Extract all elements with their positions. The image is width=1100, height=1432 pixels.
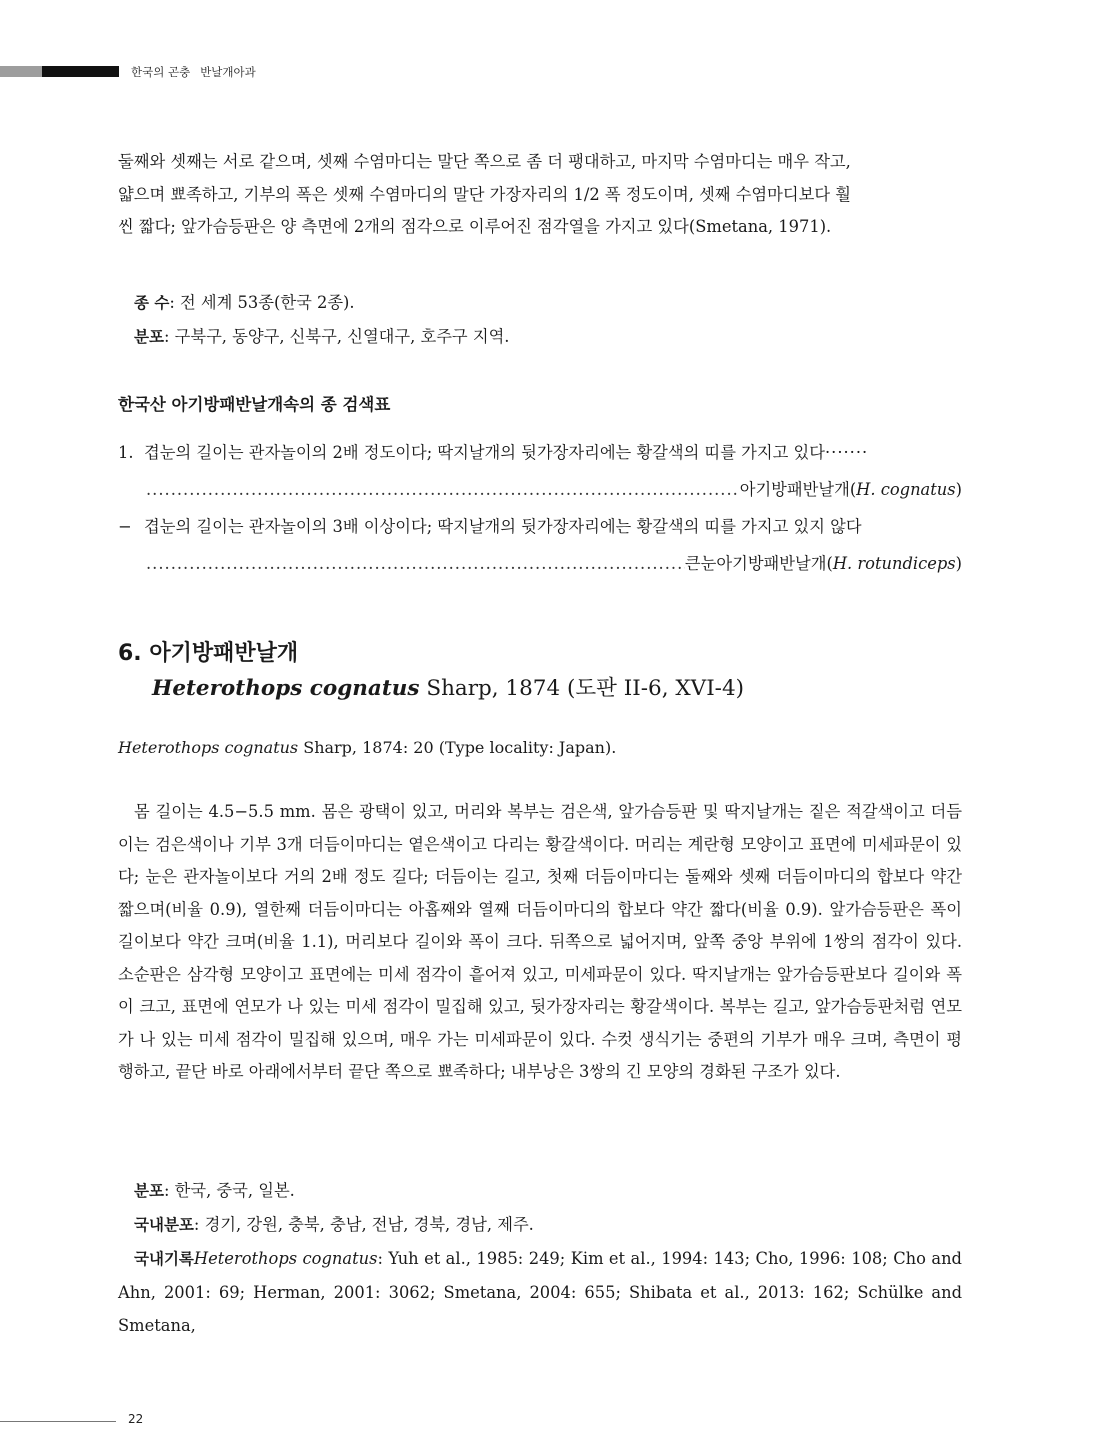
key-item-1-result-close: ) xyxy=(955,480,962,499)
synonym-line xyxy=(118,738,962,757)
species-korean-name: 아기방패반날개 xyxy=(149,641,299,666)
key-item-2-text: 겹눈의 길이는 관자놀이의 3배 이상이다; 딱지날개의 뒷가장자리에는 황갈색의 띠를 가지고 있지 않다 xyxy=(144,517,862,536)
header-book-title: 한국의 곤충 xyxy=(131,65,191,79)
species-count xyxy=(118,286,962,320)
key-item-1-text: 겹눈의 길이는 관자놀이의 2배 정도이다; 딱지날개의 뒷가장자리에는 황갈색의 띠를 가지고 있다 xyxy=(144,443,825,462)
key-item-2-result-sci: H. rotundiceps xyxy=(832,554,956,573)
key-item-1 xyxy=(118,434,962,471)
genus-distribution xyxy=(118,320,962,354)
key-item-1-number: 1. xyxy=(118,443,134,462)
species-plate: (도판 II-6, XVI-4) xyxy=(567,676,745,701)
korea-dist-value: : 경기, 강원, 충북, 충남, 전남, 경북, 경남, 제주. xyxy=(193,1215,534,1234)
header-accent-black xyxy=(42,66,119,77)
species-count-label: 종 수 xyxy=(134,294,170,312)
synonym-sci: Heterothops cognatus xyxy=(118,738,299,757)
key-item-2-result-name: 큰눈아기방패반날개( xyxy=(684,554,833,573)
key-item-2-number: − xyxy=(118,517,132,536)
korea-records-text: : Yuh et al., 1985: 249; Kim et al., 1994: 143; Cho, 1996: 108; Cho and Ahn, 2001: 69; Herman, 2001: 3062; Smetana, 2004: 655; Shibata et al., 2013: 162; Schülke and Smetana, xyxy=(118,1249,962,1335)
species-count-value: : 전 세계 53종(한국 2종). xyxy=(169,293,355,312)
species-distribution xyxy=(118,1174,962,1208)
species-heading xyxy=(118,636,962,702)
species-dist-label: 분포 xyxy=(134,1182,164,1200)
page-number: 22 xyxy=(128,1412,144,1426)
key-item-2-result-close: ) xyxy=(955,554,962,573)
key-item-1-result-name: 아기방패반날개( xyxy=(739,480,857,499)
genus-distribution-value: : 구북구, 동양구, 신북구, 신열대구, 호주구 지역. xyxy=(163,327,510,346)
intro-paragraph xyxy=(118,146,962,244)
running-header xyxy=(131,64,256,80)
genus-distribution-label: 분포 xyxy=(134,328,164,346)
identification-key xyxy=(118,434,962,582)
species-scientific-line xyxy=(118,671,962,702)
key-title: 한국산 아기방패반날개속의 종 검색표 xyxy=(118,395,391,414)
leader-dots xyxy=(146,471,740,508)
species-description xyxy=(118,796,962,1089)
species-author: Sharp, 1874 xyxy=(419,676,561,701)
korea-records xyxy=(118,1242,962,1342)
leader-dots xyxy=(146,545,685,582)
header-accent-gray xyxy=(0,66,42,77)
korea-records-label: 국내기록 xyxy=(134,1250,194,1268)
species-distribution-block xyxy=(118,1174,962,1342)
genus-info xyxy=(118,286,962,354)
key-item-2 xyxy=(118,508,962,545)
synonym-rest: Sharp, 1874: 20 (Type locality: Japan). xyxy=(298,738,617,757)
key-item-1-result-sci: H. cognatus xyxy=(856,480,956,499)
key-item-2-result xyxy=(118,545,962,582)
footer-rule xyxy=(0,1421,116,1422)
korea-dist-label: 국내분포 xyxy=(134,1216,194,1234)
species-sci-name: Heterothops cognatus xyxy=(152,676,420,701)
description-text: 몸 길이는 4.5−5.5 mm. 몸은 광택이 있고, 머리와 복부는 검은색, 앞가슴등판 및 딱지날개는 짙은 적갈색이고 더듬이는 검은색이나 기부 3개 더듬이마디는 옅은색이고 다리는 황갈색이다. 머리는 계란형 모양이고 표면에 미세파문이 있다; 눈은 관자놀이보다 거의 2배 정도 길다; 더듬이는 길고, 첫째 더듬이마디는 둘째와 셋째 더듬이마디의 합보다 약간 짧으며(비율 0.9), 열한째 더듬이마디는 아홉째와 열째 더듬이마디의 합보다 약간 짧다(비율 0.9). 앞가슴등판은 폭이 길이보다 약간 크며(비율 1.1), 머리보다 길이와 폭이 크다. 뒤쪽으로 넓어지며, 앞쪽 중앙 부위에 1쌍의 점각이 있다. 소순판은 삼각형 모양이고 표면에는 미세 점각이 흩어져 있고, 미세파문이 있다. 딱지날개는 앞가슴등판보다 길이와 폭이 크고, 표면에 연모가 나 있는 미세 점각이 밀집해 있고, 뒷가장자리는 황갈색이다. 복부는 길고, 앞가슴등판처럼 연모가 나 있는 미세 점각이 밀집해 있으며, 매우 가는 미세파문이 있다. 수컷 생식기는 중편의 기부가 매우 크며, 측면이 평행하고, 끝단 바로 아래에서부터 끝단 쪽으로 뾰족하다; 내부낭은 3쌍의 긴 모양의 경화된 구조가 있다. xyxy=(118,802,962,1081)
header-family: 반날개아과 xyxy=(200,65,256,79)
key-item-1-result xyxy=(118,471,962,508)
intro-line-2: 얇으며 뾰족하고, 기부의 폭은 셋째 수염마디의 말단 가장자리의 1/2 폭 정도이며, 셋째 수염마디보다 훨 xyxy=(118,184,851,204)
korea-records-sci: Heterothops cognatus xyxy=(193,1249,378,1268)
species-title xyxy=(118,636,962,667)
intro-line-3: 씬 짧다; 앞가슴등판은 양 측면에 2개의 점각으로 이루어진 점각열을 가지고 있다(Smetana, 1971). xyxy=(118,217,832,236)
species-dist-value: : 한국, 중국, 일본. xyxy=(163,1181,295,1200)
key-item-1-trail: ······· xyxy=(824,443,869,462)
species-number: 6. xyxy=(118,641,142,666)
intro-line-1: 둘째와 셋째는 서로 같으며, 셋째 수염마디는 말단 쪽으로 좀 더 팽대하고, 마지막 수염마디는 매우 작고, xyxy=(118,152,851,171)
korea-distribution xyxy=(118,1208,962,1242)
